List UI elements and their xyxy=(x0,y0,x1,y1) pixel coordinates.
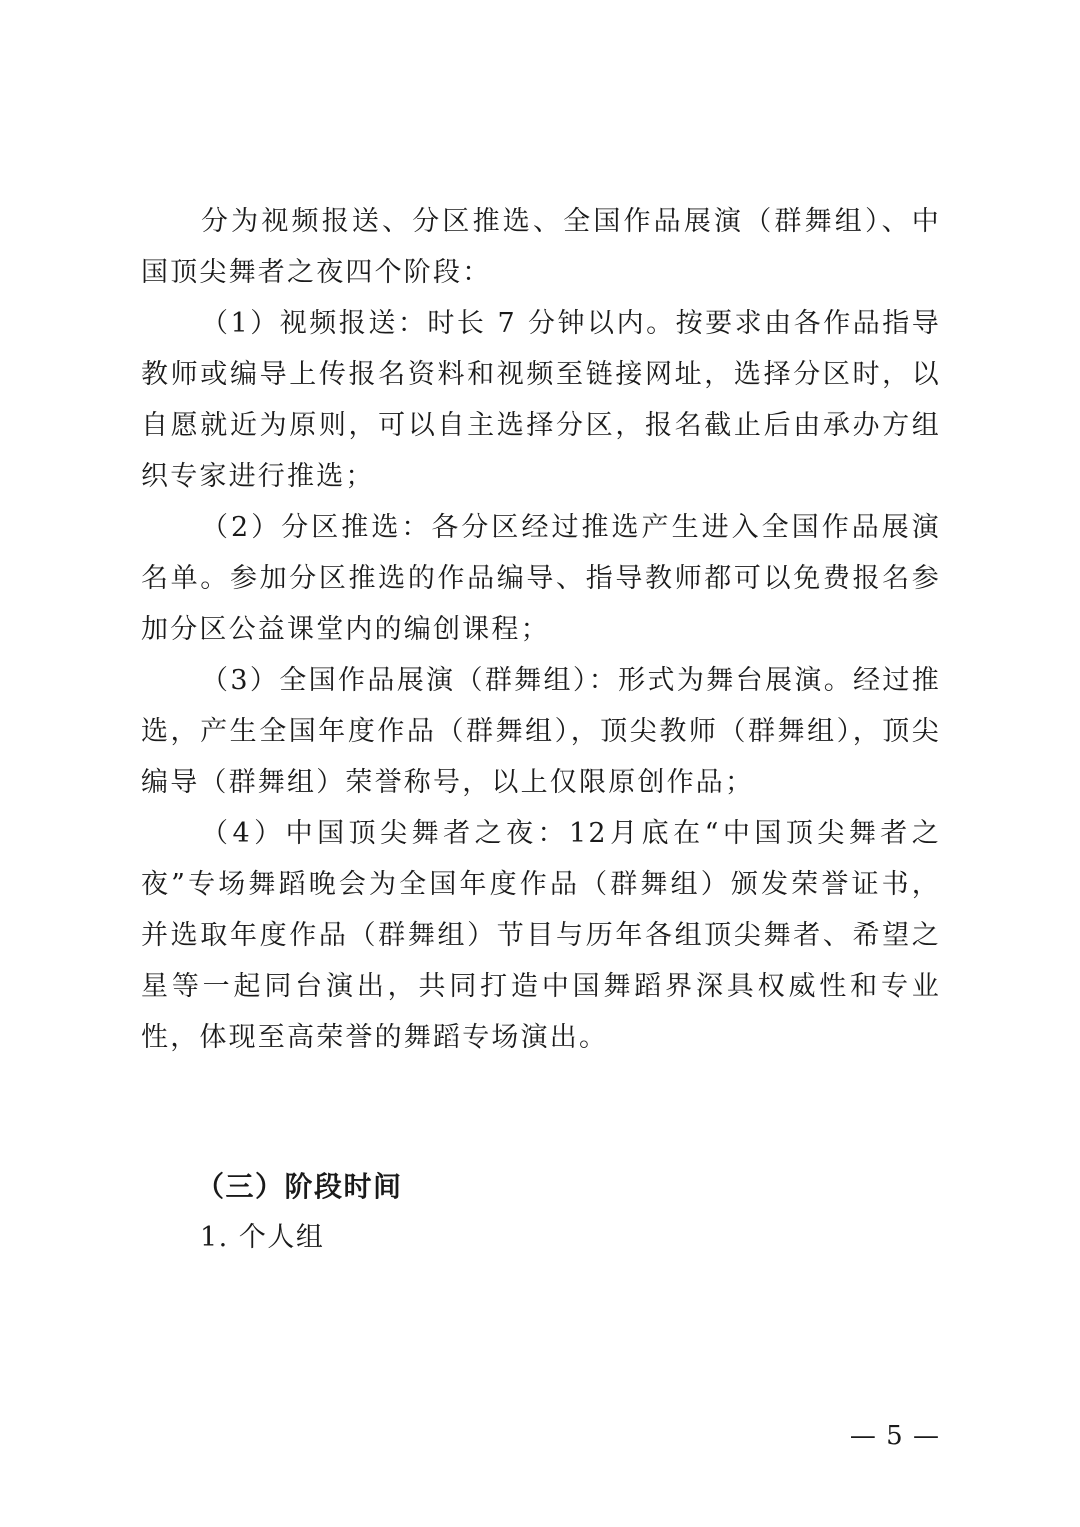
paragraph-top-dancers-night: （4）中国顶尖舞者之夜：12月底在“中国顶尖舞者之夜”专场舞蹈晚会为全国年度作品（群舞组）颁发荣誉证书，并选取年度作品（群舞组）节目与历年各组顶尖舞者、希望之星等一起同台演出，共同打造中国舞蹈界深具权威性和专业性，体现至高荣誉的舞蹈专场演出。 xyxy=(141,818,941,1053)
section-heading: （三）阶段时间 xyxy=(196,1170,403,1203)
page-number: — 5 — xyxy=(849,1421,940,1451)
paragraph-regional-selection: （2）分区推选：各分区经过推选产生进入全国作品展演名单。参加分区推选的作品编导、指导教师都可以免费报名参加分区公益课堂内的编创课程； xyxy=(141,512,941,645)
paragraph-stages-intro: 分为视频报送、分区推选、全国作品展演（群舞组）、中国顶尖舞者之夜四个阶段： xyxy=(141,206,941,288)
paragraph-national-showcase: （3）全国作品展演（群舞组）：形式为舞台展演。经过推选，产生全国年度作品（群舞组），顶尖教师（群舞组），顶尖编导（群舞组）荣誉称号，以上仅限原创作品； xyxy=(141,665,941,798)
subsection-heading: 1. 个人组 xyxy=(200,1222,325,1253)
paragraph-video-submission: （1）视频报送：时长 7 分钟以内。按要求由各作品指导教师或编导上传报名资料和视频至链接网址，选择分区时，以自愿就近为原则，可以自主选择分区，报名截止后由承办方组织专家进行推选； xyxy=(141,308,941,492)
